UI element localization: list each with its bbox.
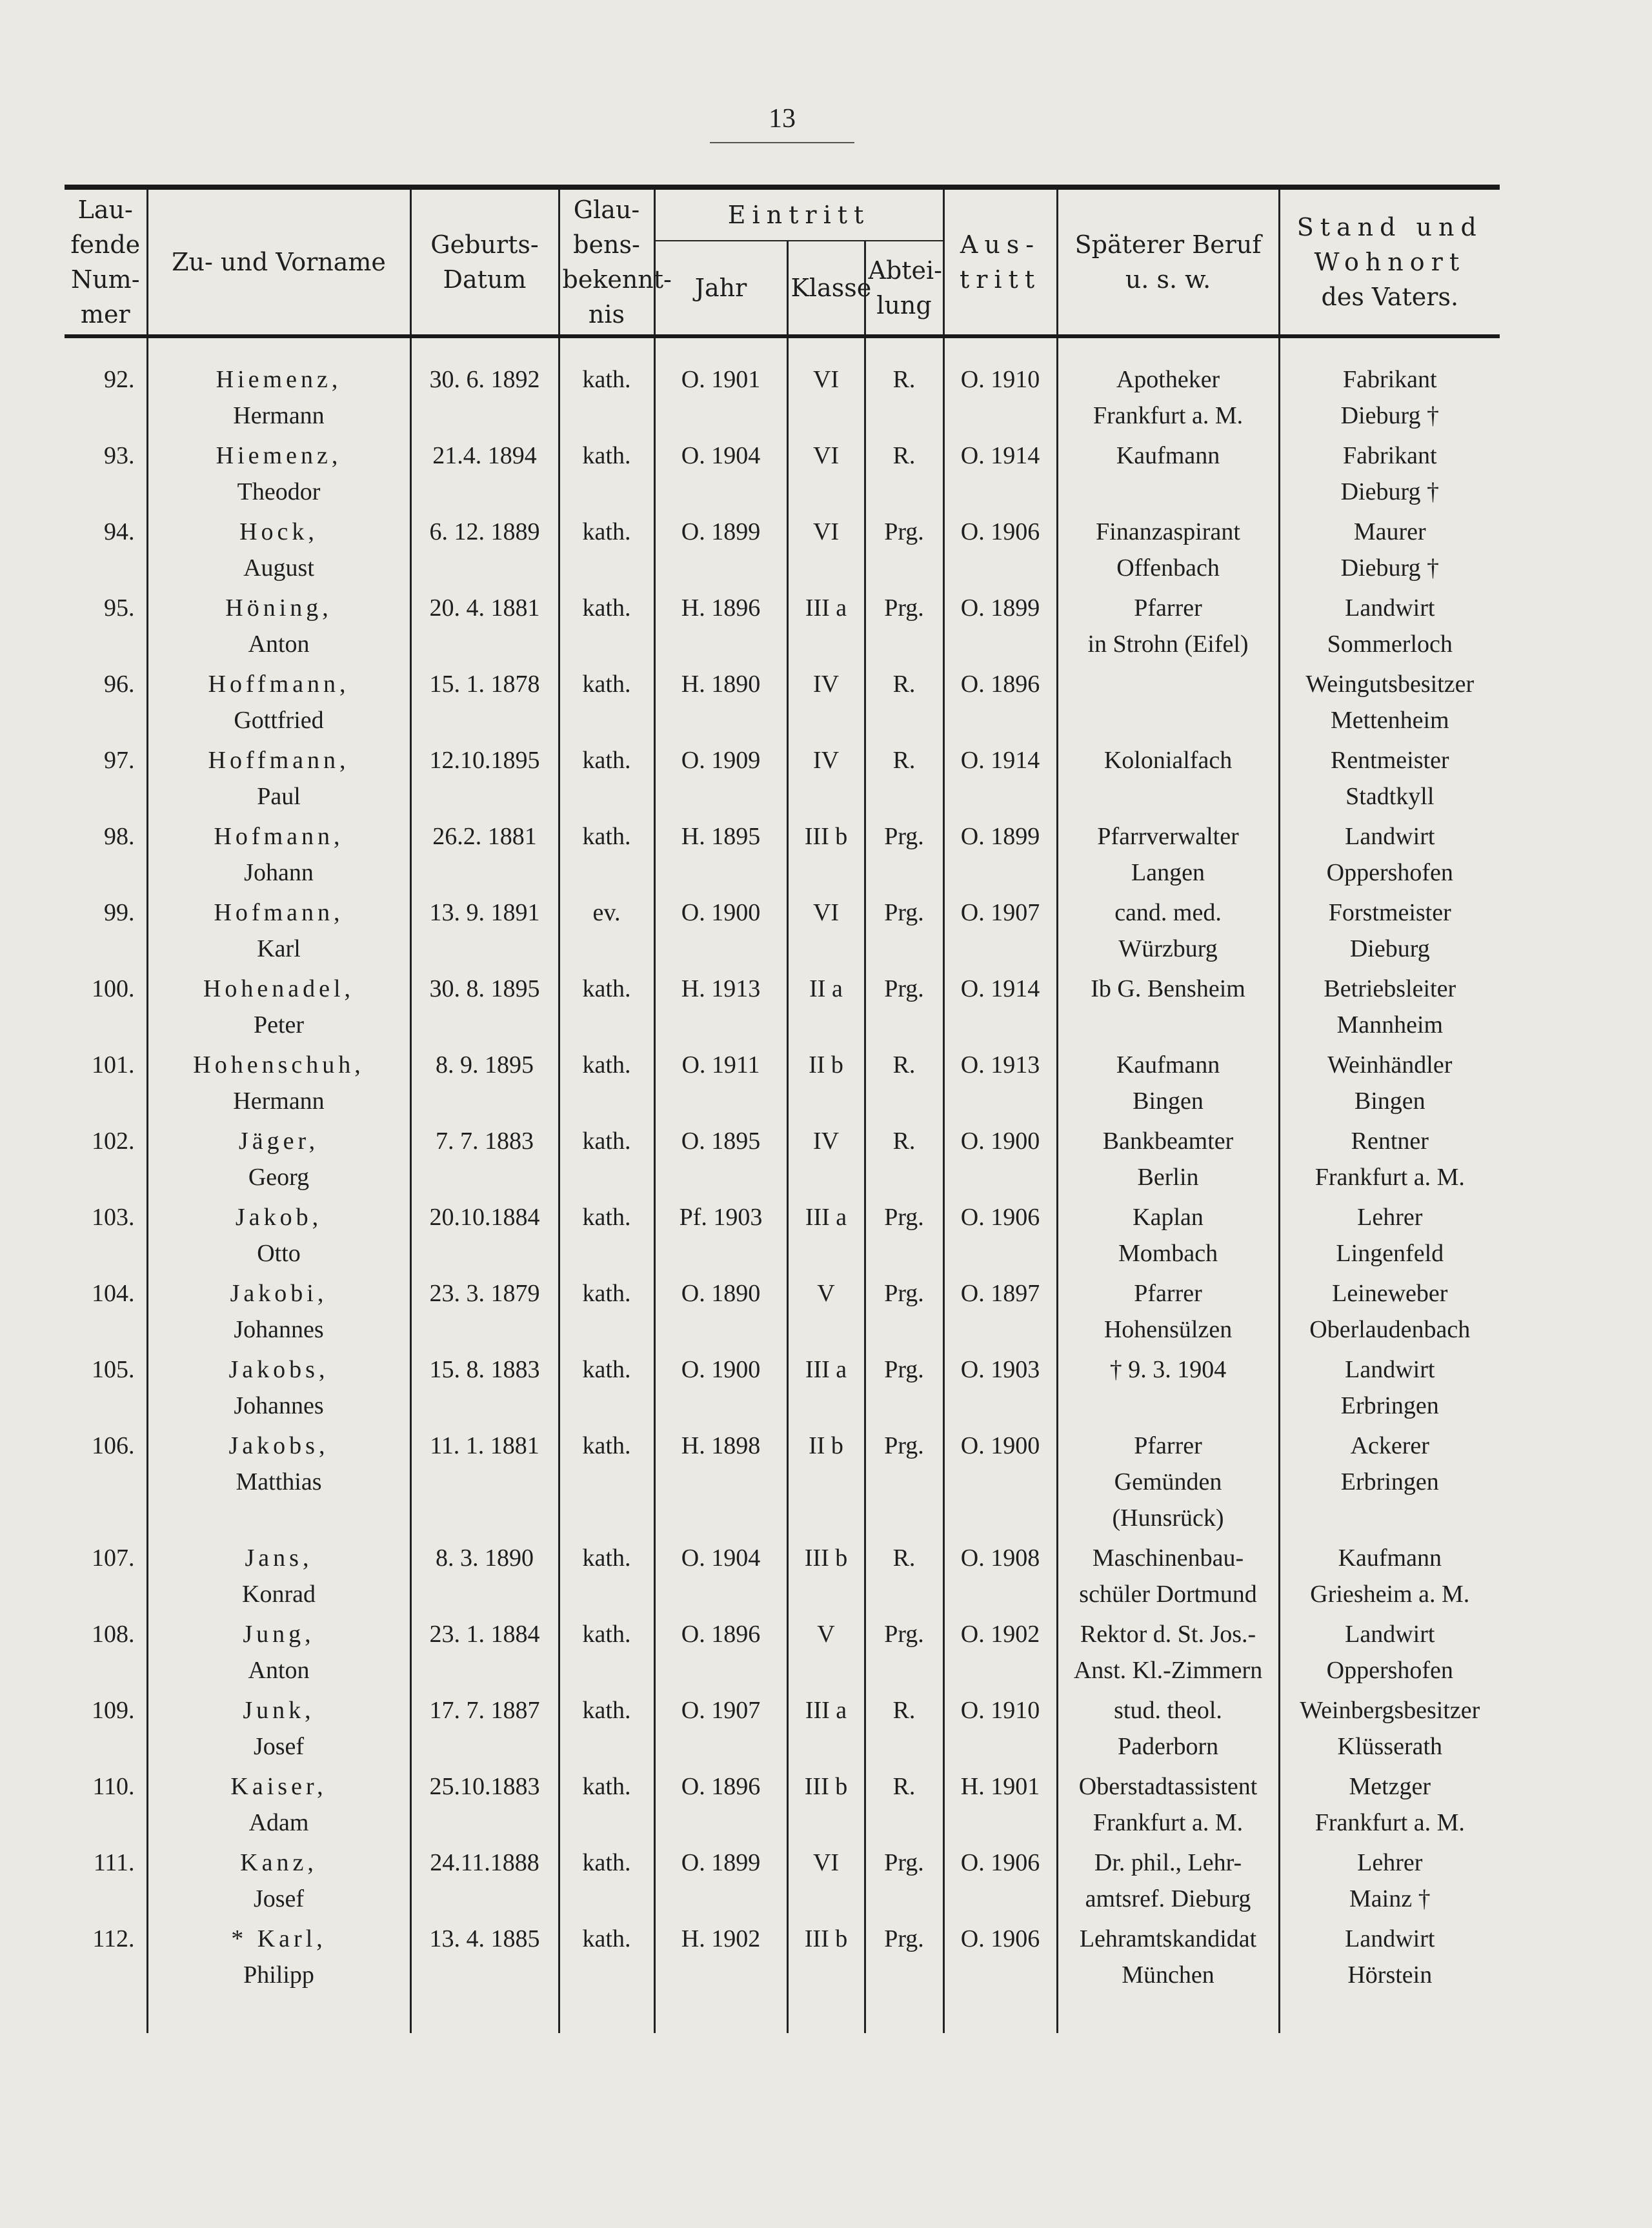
- cell-eintritt-klasse: VI: [787, 514, 865, 590]
- cell-austritt: O. 1900: [943, 1123, 1057, 1199]
- cell-nr: 98.: [104, 823, 135, 850]
- cell-beruf: Oberstadtassistent Frankfurt a. M.: [1057, 1768, 1279, 1845]
- cell-glaube: kath.: [559, 1845, 654, 1921]
- cell-eintritt-klasse: VI: [787, 1845, 865, 1921]
- cell-vater: Fabrikant Dieburg †: [1279, 361, 1500, 438]
- table-row: [65, 1275, 1500, 1352]
- cell-eintritt-klasse: II b: [787, 1047, 865, 1123]
- cell-nr: 100.: [92, 975, 135, 1002]
- cell-austritt: O. 1906: [943, 514, 1057, 590]
- cell-vater: Landwirt Oppershofen: [1279, 1616, 1500, 1692]
- cell-nr: 105.: [92, 1356, 135, 1383]
- cell-geburtsdatum: 20. 4. 1881: [410, 590, 559, 666]
- cell-beruf: Kaufmann Bingen: [1057, 1047, 1279, 1123]
- cell-geburtsdatum: 8. 3. 1890: [410, 1540, 559, 1616]
- table-row: [65, 1199, 1500, 1275]
- page-number: 13: [769, 104, 796, 134]
- header-austritt: Aus- tritt: [943, 187, 1057, 336]
- cell-glaube: kath.: [559, 818, 654, 895]
- cell-glaube: kath.: [559, 742, 654, 818]
- cell-eintritt-abteilung: Prg.: [865, 1616, 943, 1692]
- cell-austritt: O. 1907: [943, 895, 1057, 971]
- cell-eintritt-abteilung: Prg.: [865, 1845, 943, 1921]
- cell-beruf: † 9. 3. 1904: [1057, 1352, 1279, 1428]
- cell-name: Jakobi, Johannes: [147, 1275, 410, 1352]
- cell-glaube: ev.: [559, 895, 654, 971]
- cell-glaube: kath.: [559, 1199, 654, 1275]
- cell-eintritt-jahr: O. 1899: [654, 514, 787, 590]
- table-row: [65, 1845, 1500, 1921]
- cell-geburtsdatum: 26.2. 1881: [410, 818, 559, 895]
- cell-name: Hohenschuh, Hermann: [147, 1047, 410, 1123]
- cell-vater: Rentmeister Stadtkyll: [1279, 742, 1500, 818]
- cell-eintritt-klasse: III b: [787, 818, 865, 895]
- cell-eintritt-abteilung: R.: [865, 1768, 943, 1845]
- student-register-table: [65, 185, 1500, 2033]
- cell-name: Hiemenz, Hermann: [147, 361, 410, 438]
- header-klasse: Klasse: [787, 241, 865, 336]
- cell-vater: Weingutsbesitzer Mettenheim: [1279, 666, 1500, 742]
- cell-eintritt-klasse: VI: [787, 895, 865, 971]
- cell-eintritt-abteilung: Prg.: [865, 514, 943, 590]
- cell-vater: Landwirt Sommerloch: [1279, 590, 1500, 666]
- cell-geburtsdatum: 11. 1. 1881: [410, 1428, 559, 1540]
- cell-nr: 96.: [104, 671, 135, 698]
- cell-name: Kanz, Josef: [147, 1845, 410, 1921]
- register-body: [65, 336, 1500, 2033]
- cell-eintritt-klasse: V: [787, 1275, 865, 1352]
- cell-eintritt-jahr: O. 1895: [654, 1123, 787, 1199]
- cell-nr: 99.: [104, 899, 135, 926]
- cell-name: Hiemenz, Theodor: [147, 438, 410, 514]
- cell-eintritt-klasse: III b: [787, 1540, 865, 1616]
- cell-beruf: Lehramtskandidat München: [1057, 1921, 1279, 1997]
- cell-geburtsdatum: 6. 12. 1889: [410, 514, 559, 590]
- cell-geburtsdatum: 12.10.1895: [410, 742, 559, 818]
- cell-austritt: O. 1900: [943, 1428, 1057, 1540]
- cell-nr: 106.: [92, 1432, 135, 1459]
- table-row: [65, 1692, 1500, 1768]
- cell-beruf: Pfarrer in Strohn (Eifel): [1057, 590, 1279, 666]
- cell-austritt: O. 1896: [943, 666, 1057, 742]
- cell-vater: Metzger Frankfurt a. M.: [1279, 1768, 1500, 1845]
- cell-name: Kaiser, Adam: [147, 1768, 410, 1845]
- cell-nr: 101.: [92, 1051, 135, 1079]
- cell-vater: Betriebsleiter Mannheim: [1279, 971, 1500, 1047]
- cell-glaube: kath.: [559, 1768, 654, 1845]
- cell-eintritt-abteilung: Prg.: [865, 971, 943, 1047]
- cell-vater: Landwirt Hörstein: [1279, 1921, 1500, 1997]
- cell-vater: Ackerer Erbringen: [1279, 1428, 1500, 1540]
- cell-vater: Landwirt Erbringen: [1279, 1352, 1500, 1428]
- cell-eintritt-abteilung: Prg.: [865, 590, 943, 666]
- cell-geburtsdatum: 15. 1. 1878: [410, 666, 559, 742]
- cell-eintritt-abteilung: R.: [865, 666, 943, 742]
- cell-eintritt-klasse: VI: [787, 438, 865, 514]
- cell-geburtsdatum: 17. 7. 1887: [410, 1692, 559, 1768]
- table-row: [65, 1428, 1500, 1540]
- table-row: [65, 1047, 1500, 1123]
- cell-nr: 110.: [92, 1773, 135, 1800]
- cell-austritt: O. 1903: [943, 1352, 1057, 1428]
- cell-glaube: kath.: [559, 590, 654, 666]
- table-row: [65, 1352, 1500, 1428]
- cell-vater: Forstmeister Dieburg: [1279, 895, 1500, 971]
- cell-name: Jakob, Otto: [147, 1199, 410, 1275]
- cell-glaube: kath.: [559, 438, 654, 514]
- cell-beruf: cand. med. Würzburg: [1057, 895, 1279, 971]
- cell-eintritt-jahr: O. 1900: [654, 1352, 787, 1428]
- cell-geburtsdatum: 13. 9. 1891: [410, 895, 559, 971]
- header-glaube: Glau- bens- bekennt- nis: [559, 187, 654, 336]
- cell-name: Höning, Anton: [147, 590, 410, 666]
- cell-glaube: kath.: [559, 1428, 654, 1540]
- cell-name: Hohenadel, Peter: [147, 971, 410, 1047]
- table-row: [65, 590, 1500, 666]
- cell-name: Hock, August: [147, 514, 410, 590]
- table-row: [65, 1616, 1500, 1692]
- cell-name: Hoffmann, Paul: [147, 742, 410, 818]
- cell-beruf: Bankbeamter Berlin: [1057, 1123, 1279, 1199]
- cell-eintritt-klasse: IV: [787, 1123, 865, 1199]
- cell-eintritt-klasse: III a: [787, 590, 865, 666]
- table-row: [65, 666, 1500, 742]
- cell-nr: 112.: [92, 1925, 135, 1952]
- cell-eintritt-abteilung: R.: [865, 1540, 943, 1616]
- cell-eintritt-klasse: III a: [787, 1199, 865, 1275]
- cell-eintritt-jahr: O. 1904: [654, 1540, 787, 1616]
- cell-geburtsdatum: 25.10.1883: [410, 1768, 559, 1845]
- cell-nr: 107.: [92, 1544, 135, 1572]
- cell-geburtsdatum: 20.10.1884: [410, 1199, 559, 1275]
- header-lfd-nr: Lau- fende Num- mer: [65, 187, 147, 336]
- cell-geburtsdatum: 30. 6. 1892: [410, 361, 559, 438]
- cell-eintritt-klasse: II a: [787, 971, 865, 1047]
- cell-eintritt-jahr: O. 1901: [654, 361, 787, 438]
- cell-eintritt-klasse: IV: [787, 742, 865, 818]
- spacer-row: [65, 336, 1500, 361]
- cell-name: * Karl, Philipp: [147, 1921, 410, 1997]
- cell-vater: Landwirt Oppershofen: [1279, 818, 1500, 895]
- cell-vater: Lehrer Lingenfeld: [1279, 1199, 1500, 1275]
- cell-eintritt-abteilung: R.: [865, 1692, 943, 1768]
- cell-glaube: kath.: [559, 1692, 654, 1768]
- cell-geburtsdatum: 21.4. 1894: [410, 438, 559, 514]
- cell-eintritt-jahr: H. 1913: [654, 971, 787, 1047]
- end-padding-row: [65, 1997, 1500, 2033]
- cell-geburtsdatum: 23. 3. 1879: [410, 1275, 559, 1352]
- cell-eintritt-abteilung: R.: [865, 1123, 943, 1199]
- cell-name: Hofmann, Karl: [147, 895, 410, 971]
- cell-eintritt-klasse: V: [787, 1616, 865, 1692]
- cell-eintritt-abteilung: Prg.: [865, 1921, 943, 1997]
- cell-eintritt-abteilung: Prg.: [865, 895, 943, 971]
- cell-eintritt-jahr: O. 1899: [654, 1845, 787, 1921]
- cell-nr: 103.: [92, 1204, 135, 1231]
- cell-geburtsdatum: 23. 1. 1884: [410, 1616, 559, 1692]
- header-geburtsdatum: Geburts- Datum: [410, 187, 559, 336]
- cell-beruf: [1057, 666, 1279, 742]
- header-abteilung: Abtei- lung: [865, 241, 943, 336]
- cell-glaube: kath.: [559, 361, 654, 438]
- cell-name: Junk, Josef: [147, 1692, 410, 1768]
- header-name: Zu- und Vorname: [147, 187, 410, 336]
- cell-eintritt-jahr: O. 1904: [654, 438, 787, 514]
- cell-beruf: Rektor d. St. Jos.- Anst. Kl.-Zimmern: [1057, 1616, 1279, 1692]
- cell-eintritt-jahr: O. 1890: [654, 1275, 787, 1352]
- cell-nr: 102.: [92, 1128, 135, 1155]
- table-row: [65, 895, 1500, 971]
- cell-nr: 109.: [92, 1697, 135, 1724]
- cell-nr: 92.: [104, 366, 135, 393]
- cell-eintritt-klasse: VI: [787, 361, 865, 438]
- cell-eintritt-jahr: O. 1900: [654, 895, 787, 971]
- cell-austritt: O. 1914: [943, 438, 1057, 514]
- cell-austritt: O. 1910: [943, 1692, 1057, 1768]
- cell-beruf: Apotheker Frankfurt a. M.: [1057, 361, 1279, 438]
- cell-beruf: Kaufmann: [1057, 438, 1279, 514]
- cell-glaube: kath.: [559, 971, 654, 1047]
- header-eintritt: Eintritt: [654, 187, 943, 241]
- cell-geburtsdatum: 8. 9. 1895: [410, 1047, 559, 1123]
- cell-eintritt-jahr: O. 1896: [654, 1616, 787, 1692]
- cell-eintritt-abteilung: Prg.: [865, 818, 943, 895]
- table-row: [65, 1768, 1500, 1845]
- cell-nr: 97.: [104, 747, 135, 774]
- cell-beruf: Pfarrer Gemünden (Hunsrück): [1057, 1428, 1279, 1540]
- cell-austritt: O. 1908: [943, 1540, 1057, 1616]
- table-row: [65, 971, 1500, 1047]
- cell-name: Jakobs, Matthias: [147, 1428, 410, 1540]
- cell-name: Hoffmann, Gottfried: [147, 666, 410, 742]
- cell-geburtsdatum: 30. 8. 1895: [410, 971, 559, 1047]
- cell-vater: Lehrer Mainz †: [1279, 1845, 1500, 1921]
- cell-eintritt-abteilung: Prg.: [865, 1428, 943, 1540]
- cell-eintritt-abteilung: R.: [865, 1047, 943, 1123]
- cell-eintritt-jahr: H. 1902: [654, 1921, 787, 1997]
- cell-glaube: kath.: [559, 1123, 654, 1199]
- cell-nr: 108.: [92, 1621, 135, 1648]
- table-row: [65, 1123, 1500, 1199]
- cell-glaube: kath.: [559, 1275, 654, 1352]
- cell-beruf: Ib G. Bensheim: [1057, 971, 1279, 1047]
- cell-austritt: O. 1914: [943, 742, 1057, 818]
- cell-austritt: O. 1902: [943, 1616, 1057, 1692]
- cell-austritt: O. 1906: [943, 1845, 1057, 1921]
- cell-eintritt-klasse: II b: [787, 1428, 865, 1540]
- cell-eintritt-klasse: III b: [787, 1921, 865, 1997]
- table-row: [65, 1540, 1500, 1616]
- cell-austritt: O. 1906: [943, 1921, 1057, 1997]
- cell-glaube: kath.: [559, 1540, 654, 1616]
- cell-eintritt-jahr: O. 1909: [654, 742, 787, 818]
- cell-name: Jans, Konrad: [147, 1540, 410, 1616]
- cell-eintritt-jahr: H. 1895: [654, 818, 787, 895]
- cell-eintritt-klasse: III a: [787, 1352, 865, 1428]
- cell-glaube: kath.: [559, 1352, 654, 1428]
- cell-eintritt-jahr: O. 1896: [654, 1768, 787, 1845]
- cell-beruf: stud. theol. Paderborn: [1057, 1692, 1279, 1768]
- cell-beruf: Pfarrer Hohensülzen: [1057, 1275, 1279, 1352]
- cell-beruf: Finanzaspirant Offenbach: [1057, 514, 1279, 590]
- cell-glaube: kath.: [559, 666, 654, 742]
- cell-vater: Rentner Frankfurt a. M.: [1279, 1123, 1500, 1199]
- cell-beruf: Dr. phil., Lehr- amtsref. Dieburg: [1057, 1845, 1279, 1921]
- cell-eintritt-jahr: O. 1907: [654, 1692, 787, 1768]
- cell-eintritt-jahr: H. 1898: [654, 1428, 787, 1540]
- table-row: [65, 514, 1500, 590]
- cell-vater: Weinbergsbesitzer Klüsserath: [1279, 1692, 1500, 1768]
- cell-beruf: Kolonialfach: [1057, 742, 1279, 818]
- cell-austritt: O. 1899: [943, 590, 1057, 666]
- table-row: [65, 1921, 1500, 1997]
- cell-geburtsdatum: 7. 7. 1883: [410, 1123, 559, 1199]
- cell-glaube: kath.: [559, 1047, 654, 1123]
- cell-eintritt-abteilung: Prg.: [865, 1275, 943, 1352]
- table-row: [65, 438, 1500, 514]
- header-beruf: Späterer Beruf u. s. w.: [1057, 187, 1279, 336]
- cell-eintritt-abteilung: R.: [865, 438, 943, 514]
- cell-eintritt-jahr: H. 1896: [654, 590, 787, 666]
- cell-geburtsdatum: 24.11.1888: [410, 1845, 559, 1921]
- cell-eintritt-jahr: H. 1890: [654, 666, 787, 742]
- cell-name: Jäger, Georg: [147, 1123, 410, 1199]
- table-row: [65, 361, 1500, 438]
- page-number-rule: [710, 142, 854, 143]
- cell-eintritt-abteilung: R.: [865, 742, 943, 818]
- cell-eintritt-abteilung: Prg.: [865, 1199, 943, 1275]
- cell-name: Jung, Anton: [147, 1616, 410, 1692]
- cell-eintritt-klasse: III a: [787, 1692, 865, 1768]
- cell-nr: 111.: [93, 1849, 135, 1876]
- cell-geburtsdatum: 13. 4. 1885: [410, 1921, 559, 1997]
- cell-eintritt-jahr: O. 1911: [654, 1047, 787, 1123]
- cell-austritt: O. 1914: [943, 971, 1057, 1047]
- cell-nr: 94.: [104, 518, 135, 545]
- cell-name: Hofmann, Johann: [147, 818, 410, 895]
- cell-name: Jakobs, Johannes: [147, 1352, 410, 1428]
- cell-nr: 95.: [104, 594, 135, 622]
- cell-beruf: Pfarrverwalter Langen: [1057, 818, 1279, 895]
- cell-vater: Kaufmann Griesheim a. M.: [1279, 1540, 1500, 1616]
- header-vater: Stand und Wohnort des Vaters.: [1279, 187, 1500, 336]
- cell-vater: Fabrikant Dieburg †: [1279, 438, 1500, 514]
- cell-beruf: Kaplan Mombach: [1057, 1199, 1279, 1275]
- cell-eintritt-klasse: IV: [787, 666, 865, 742]
- cell-eintritt-abteilung: R.: [865, 361, 943, 438]
- header-jahr: Jahr: [654, 241, 787, 336]
- cell-vater: Weinhändler Bingen: [1279, 1047, 1500, 1123]
- cell-glaube: kath.: [559, 514, 654, 590]
- cell-eintritt-klasse: III b: [787, 1768, 865, 1845]
- cell-austritt: O. 1897: [943, 1275, 1057, 1352]
- cell-nr: 104.: [92, 1280, 135, 1307]
- cell-glaube: kath.: [559, 1616, 654, 1692]
- cell-eintritt-abteilung: Prg.: [865, 1352, 943, 1428]
- cell-nr: 93.: [104, 442, 135, 469]
- cell-geburtsdatum: 15. 8. 1883: [410, 1352, 559, 1428]
- cell-austritt: H. 1901: [943, 1768, 1057, 1845]
- cell-glaube: kath.: [559, 1921, 654, 1997]
- cell-vater: Leineweber Oberlaudenbach: [1279, 1275, 1500, 1352]
- table-row: [65, 818, 1500, 895]
- cell-austritt: O. 1910: [943, 361, 1057, 438]
- cell-eintritt-jahr: Pf. 1903: [654, 1199, 787, 1275]
- table-row: [65, 742, 1500, 818]
- cell-austritt: O. 1906: [943, 1199, 1057, 1275]
- cell-austritt: O. 1913: [943, 1047, 1057, 1123]
- cell-austritt: O. 1899: [943, 818, 1057, 895]
- cell-beruf: Maschinenbau- schüler Dortmund: [1057, 1540, 1279, 1616]
- cell-vater: Maurer Dieburg †: [1279, 514, 1500, 590]
